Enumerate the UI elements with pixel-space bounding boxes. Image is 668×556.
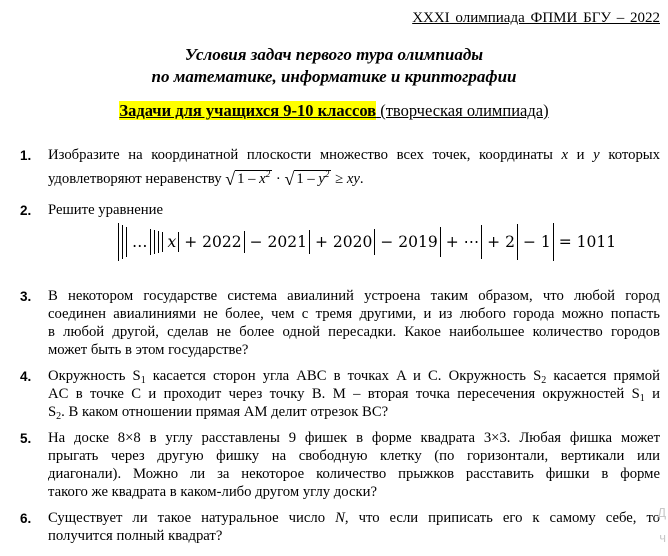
title-line-1: Условия задач первого тура олимпиады — [184, 45, 484, 64]
equation: … x + 2022 − 2021 + 2020 − 2019 + ⋯ + 2 − 1 = 1011 — [118, 223, 618, 263]
problem-text: Решите уравнение — [48, 202, 164, 218]
subtitle-rest: (творческая олимпиада) — [376, 101, 549, 120]
inequality-line: удовлетворяют неравенству √ $1 - x^2$ · √ $1 - y^2$ ≥ xy. — [48, 169, 364, 189]
event-header: XXXI олимпиада ФПМИ БГУ – 2022 — [412, 10, 660, 26]
problem-number: 5. — [20, 431, 32, 446]
problem-number: 1. — [20, 148, 32, 163]
problem-number: 2. — [20, 203, 32, 218]
margin-fragment: ч — [659, 530, 666, 545]
problem-text: В некотором государстве система авиалиний устроена таким образом, что любой город соединен авиалиниями не более, чем с тремя другими, и из любого города можно попасть в любой другой, сделав не более одной пересадки. Какое наибольшее количество городов может быть в этом государстве? — [48, 288, 660, 358]
sqrt-1: √ $1 - x^2$ — [225, 169, 271, 189]
problem-number: 3. — [20, 289, 32, 304]
problem-number: 6. — [20, 511, 32, 526]
problem-text: На доске 8×8 в углу расставлены 9 фишек в форме квадрата 3×3. Любая фишка может прыгать через другую фишку на свободную клетку (по горизонтали, вертикали или диагонали). Можно ли за некоторое количество прыжков расставить фишки в форме такого же квадрата в каком-либо другом углу доски? — [48, 430, 660, 500]
sqrt-2: √ $1 - y^2$ — [284, 169, 330, 189]
problem-text: Окружность $S_1$ касается сторон угла ABC в точках A и C. Окружность $S_2$ касается прямой AC в точке C и проходит через точку B. M – вторая точка пересечения окружностей $S_1$ и $S_2$. В каком отношении прямая AM делит отрезок BC? — [48, 368, 660, 422]
problem-text: Изобразите на координатной плоскости множество всех точек, координаты x и y которых удовлетворяют неравенству √ $1 - x^2$ · √ $1 - y^2$ ≥ xy. — [48, 147, 661, 189]
subtitle-highlight: Задачи для учащихся 9-10 классов — [119, 101, 377, 120]
problem-text: Существует ли такое натуральное число N, что если приписать его к самому себе, то получится полный квадрат? — [48, 510, 661, 544]
problem-number: 4. — [20, 369, 32, 384]
title-line-2: по математике, информатике и криптографии — [151, 67, 517, 86]
margin-fragment: Д — [657, 505, 666, 520]
subtitle — [0, 101, 668, 121]
